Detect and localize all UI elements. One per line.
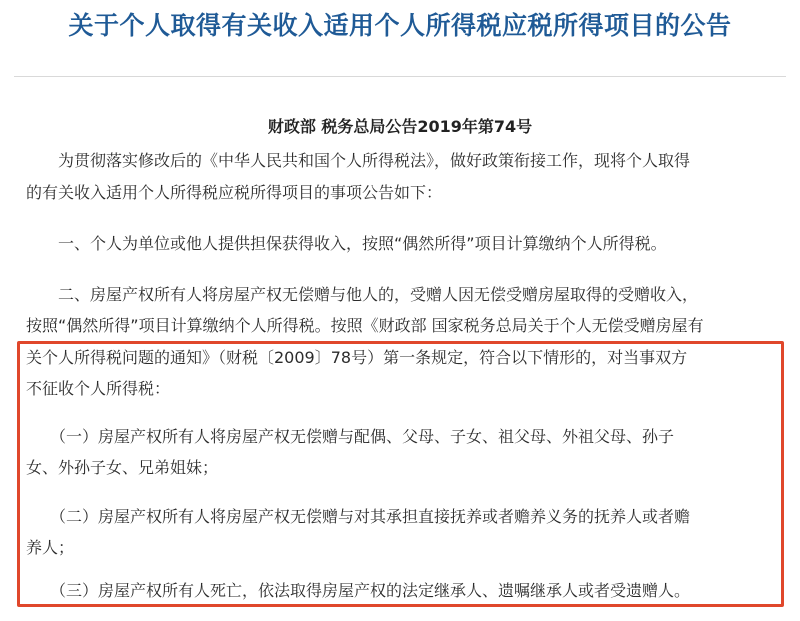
page-title: 关于个人取得有关收入适用个人所得税应税所得项目的公告 [68,11,732,40]
subitem-2-line-2: 养人； [26,538,75,557]
subitem-1-line-2: 女、外孙子女、兄弟姐妹； [26,458,219,477]
subitem-3-line-1: （三）房屋产权所有人死亡，依法取得房屋产权的法定继承人、遗嘱继承人或者受遗赠人。 [26,581,691,600]
paragraph-item-2-line-4: 不征收个人所得税： [26,379,171,398]
subitem-2-line-1: （二）房屋产权所有人将房屋产权无偿赠与对其承担直接抚养或者赡养义务的抚养人或者赡 [26,507,691,526]
paragraph-item-2-line-3: 关个人所得税问题的通知》（财税〔2009〕78号）第一条规定，符合以下情形的，对当事双方 [26,348,688,367]
subitem-1-line-1: （一）房屋产权所有人将房屋产权无偿赠与配偶、父母、子女、祖父母、外祖父母、孙子 [26,427,675,446]
title-divider [14,76,786,77]
announcement-number: 财政部 税务总局公告2019年第74号 [267,117,533,136]
paragraph-intro-line-1: 为贯彻落实修改后的《中华人民共和国个人所得税法》，做好政策衔接工作，现将个人取得 [26,151,691,170]
paragraph-item-2-line-1: 二、房屋产权所有人将房屋产权无偿赠与他人的，受赠人因无偿受赠房屋取得的受赠收入， [26,285,699,304]
paragraph-item-2-line-2: 按照“偶然所得”项目计算缴纳个人所得税。按照《财政部 国家税务总局关于个人无偿受赠房屋有 [26,316,704,335]
paragraph-intro-line-2: 的有关收入适用个人所得税应税所得项目的事项公告如下： [26,183,443,202]
paragraph-item-1: 一、个人为单位或他人提供担保获得收入，按照“偶然所得”项目计算缴纳个人所得税。 [26,234,667,253]
